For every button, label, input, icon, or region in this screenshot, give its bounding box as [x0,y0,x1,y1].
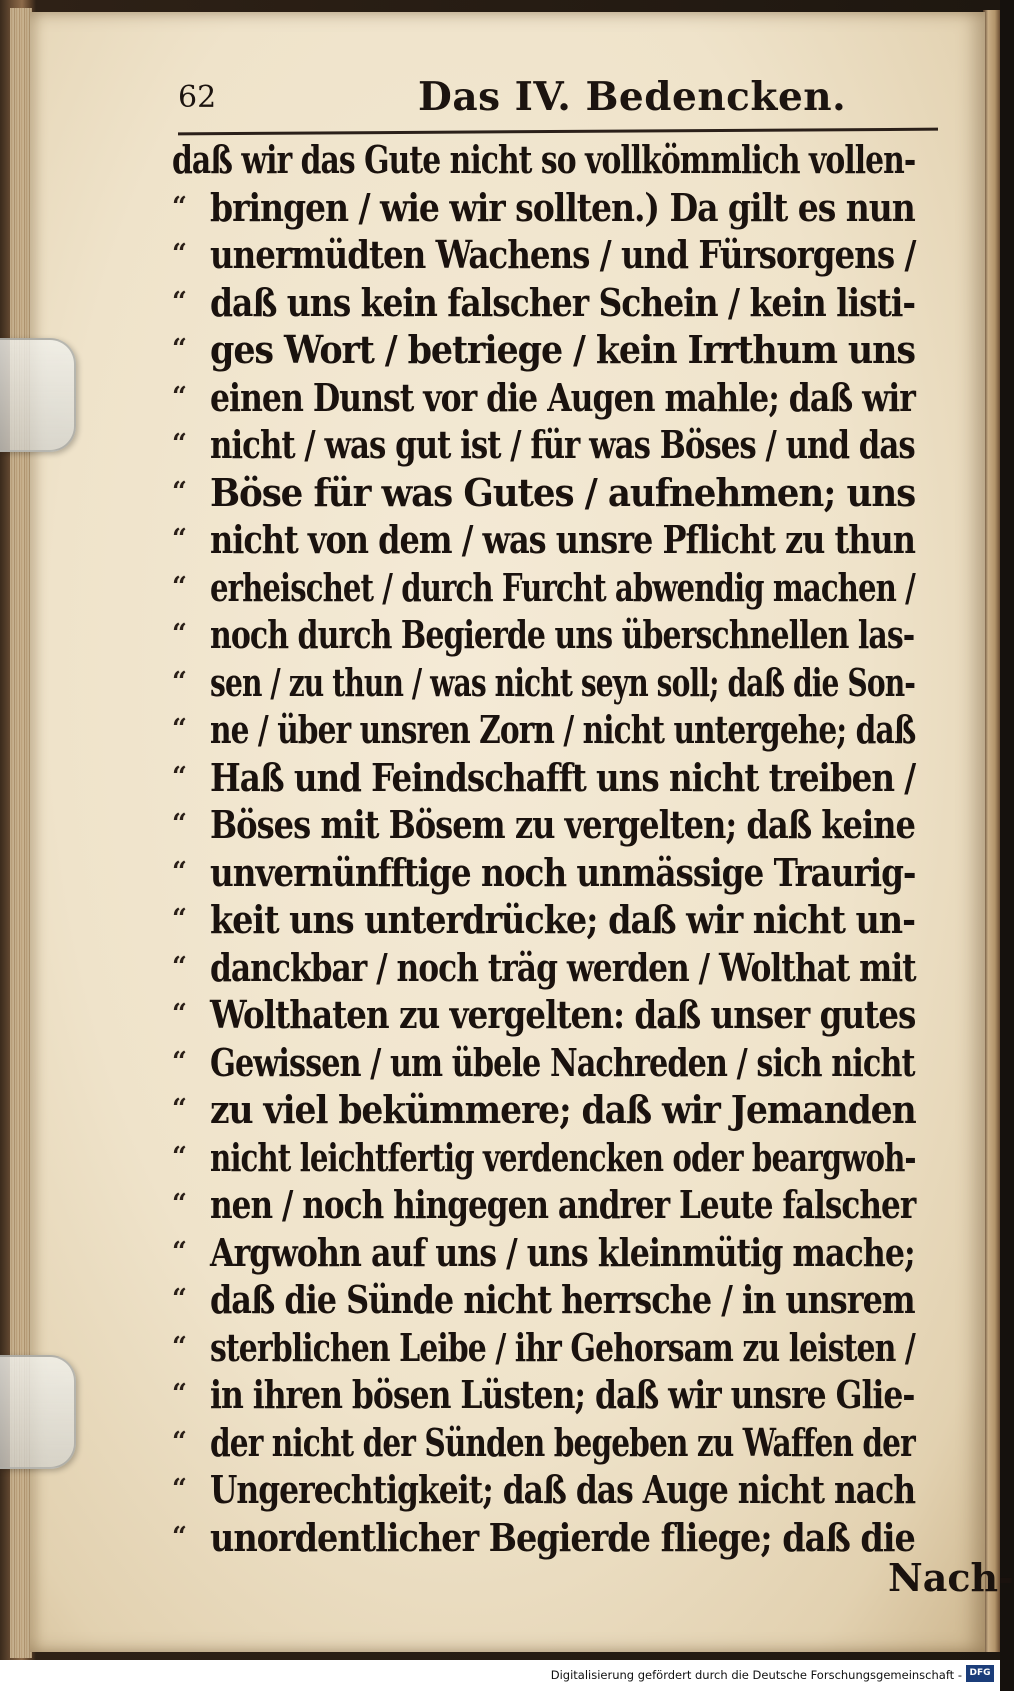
text-line [172,421,962,469]
quote-mark: “ [172,1046,186,1077]
line-text: nicht / was gut ist / für was Böses / und das [210,422,915,467]
line-text: ges Wort / betriege / kein Irrthum uns [210,327,916,372]
text-line [172,754,962,802]
line-text: ne / über unsren Zorn / nicht untergehe; daß [210,707,916,752]
line-text: bringen / wie wir sollten.) Da gilt es nun [210,184,915,230]
text-line [172,801,962,849]
quote-mark: “ [172,476,186,507]
text-line [172,706,962,754]
page-number: 62 [178,80,217,115]
text-line [172,469,962,517]
page-holder-clip-bottom [0,1355,76,1469]
line-text: keit uns unterdrücke; daß wir nicht un- [210,897,915,942]
line-text: zu viel bekümmere; daß wir Jemanden [210,1087,916,1132]
quote-mark: “ [172,334,186,364]
quote-mark: “ [172,1521,186,1552]
line-text: unordentlicher Begierde fliege; daß die [210,1514,915,1560]
quote-mark: “ [172,809,186,839]
line-text: Böse für was Gutes / aufnehmen; uns [210,469,916,515]
body-text [172,136,962,1561]
quote-mark: “ [172,1284,186,1314]
quote-mark: “ [172,429,186,459]
line-text: daß uns kein falscher Schein / kein listi- [210,279,915,325]
line-text: unermüdten Wachens / und Fürsorgens / [210,232,916,277]
line-text: sterblichen Leibe / ihr Gehorsam zu leisten / [210,1324,915,1370]
quote-mark: “ [172,1094,186,1124]
text-line [172,1371,962,1419]
quote-mark: “ [172,714,186,744]
line-text: Haß und Feindschafft uns nicht treiben / [210,754,916,800]
footer-bar [0,1660,1000,1691]
line-text: danckbar / noch träg werden / Wolthat mit [210,944,916,990]
quote-mark: “ [172,619,186,649]
line-text: erheischet / durch Furcht abwendig machen / [210,564,915,610]
line-text: unvernünfftige noch unmässige Traurig- [210,849,916,895]
text-line [172,231,962,279]
text-line [172,849,962,897]
text-line [172,279,962,327]
text-line [172,184,962,232]
catchword: Nach- [888,1555,1014,1600]
line-text: in ihren bösen Lüsten; daß wir unsre Glie- [210,1372,915,1417]
text-line [172,944,962,992]
quote-mark: “ [172,856,186,887]
text-line [172,516,962,564]
line-text: nicht von dem / was unsre Pflicht zu thun [210,517,915,562]
text-line [172,1514,962,1562]
quote-mark: “ [172,1474,186,1504]
facing-page-edge [983,10,1000,1652]
text-line [172,611,962,659]
line-text: Gewissen / um übele Nachreden / sich nicht [210,1039,915,1085]
line-text: daß die Sünde nicht herrsche / in unsrem [210,1277,915,1322]
footer-credit: Digitalisierung gefördert durch die Deutsche Forschungsgemeinschaft - [550,1668,962,1682]
quote-mark: “ [172,239,186,269]
line-text: Wolthaten zu vergelten: daß unser gutes [210,992,916,1037]
text-line [172,991,962,1039]
quote-mark: “ [172,571,186,602]
line-text: Ungerechtigkeit; daß das Auge nicht nach [210,1467,916,1512]
running-head-title: Das IV. Bedencken. [418,74,847,120]
quote-mark: “ [172,381,186,412]
text-line [172,1419,962,1467]
line-text: nen / noch hingegen andrer Leute falscher [210,1182,916,1227]
quote-mark: “ [172,1331,186,1362]
quote-mark: “ [172,286,186,317]
text-line [172,1086,962,1134]
text-line [172,136,962,184]
quote-mark: “ [172,1426,186,1457]
text-line [172,1229,962,1277]
line-text: einen Dunst vor die Augen mahle; daß wir [210,374,915,420]
text-line [172,326,962,374]
quote-mark: “ [172,666,186,697]
text-line [172,896,962,944]
text-line [172,1276,962,1324]
dfg-logo: DFG [966,1665,994,1682]
line-text: noch durch Begierde uns überschnellen las- [210,612,915,657]
running-head [178,72,948,132]
text-line [172,1324,962,1372]
line-text: Argwohn auf uns / uns kleinmütig mache; [210,1229,915,1275]
text-line [172,1181,962,1229]
text-line [172,1039,962,1087]
quote-mark: “ [172,1236,186,1267]
quote-mark: “ [172,1141,186,1172]
text-line [172,564,962,612]
page-holder-clip-top [0,338,76,452]
quote-mark: “ [172,1379,186,1409]
text-line [172,1466,962,1514]
quote-mark: “ [172,761,186,792]
quote-mark: “ [172,191,186,222]
line-text: der nicht der Sünden begeben zu Waffen der [210,1419,915,1465]
quote-mark: “ [172,524,186,554]
line-text: daß wir das Gute nicht so vollkömmlich vollen- [172,137,916,182]
quote-mark: “ [172,1189,186,1219]
line-text: nicht leichtfertig verdencken oder beargwoh- [210,1134,916,1180]
text-line [172,1134,962,1182]
quote-mark: “ [172,951,186,982]
text-line [172,374,962,422]
quote-mark: “ [172,999,186,1029]
quote-mark: “ [172,904,186,934]
text-line [172,659,962,707]
line-text: sen / zu thun / was nicht seyn soll; daß die Son- [210,659,916,705]
line-text: Böses mit Bösem zu vergelten; daß keine [210,802,915,847]
